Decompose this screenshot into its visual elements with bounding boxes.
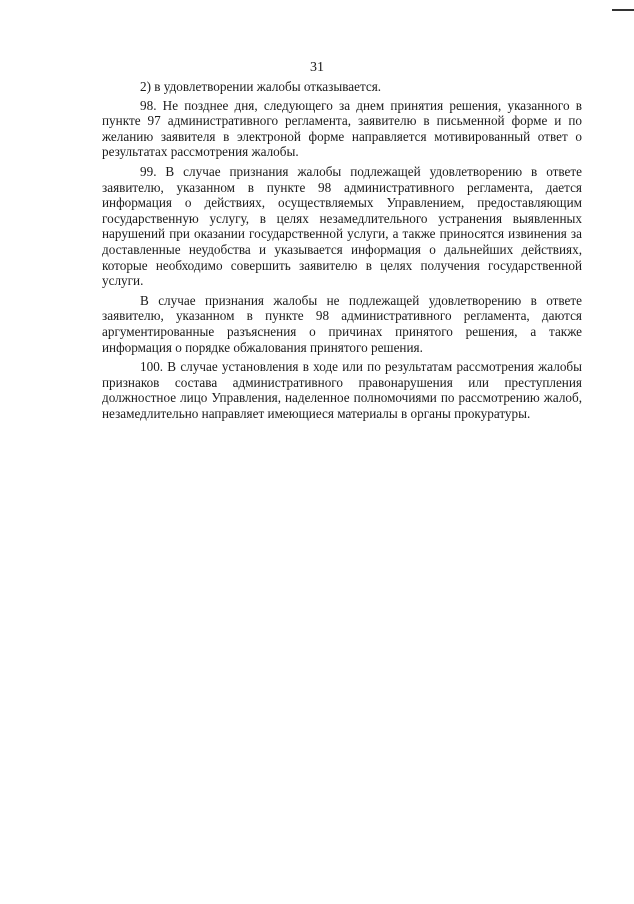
paragraph-100: 100. В случае установления в ходе или по результатам рассмотрения жалобы признаков состава административного правонарушения или преступления должностное лицо Управления, наделенное полномочиями по рассмотрению жалоб, незамедлительно направляет имеющиеся материалы в органы прокуратуры.: [102, 359, 582, 421]
document-body: [102, 79, 582, 425]
paragraph-99: 99. В случае признания жалобы подлежащей удовлетворению в ответе заявителю, указанном в пункте 98 административного регламента, дается информация о действиях, осуществляемых Управлением, предоставляющим государственную услугу, в целях незамедлительного устранения выявленных нарушений при оказании государственной услуги, а также приносятся извинения за доставленные неудобства и указывается информация о дальнейших действиях, которые необходимо совершить заявителю в целях получения государственной услуги.: [102, 163, 582, 289]
scan-corner-mark: [612, 0, 634, 11]
paragraph-98: 98. Не позднее дня, следующего за днем принятия решения, указанного в пункте 97 административного регламента, заявителю в письменной форме и по желанию заявителя в электроной форме направляется мотивированный ответ о результатах рассмотрения жалобы.: [102, 97, 582, 160]
paragraph-99-refusal: В случае признания жалобы не подлежащей удовлетворению в ответе заявителю, указанном в пункте 98 административного регламента, даются аргументированные разъяснения о причинах принятого решения, а также информация о порядке обжалования принятого решения.: [102, 292, 582, 355]
page-number: 31: [310, 60, 324, 75]
paragraph-refusal: 2) в удовлетворении жалобы отказывается.: [140, 79, 382, 94]
